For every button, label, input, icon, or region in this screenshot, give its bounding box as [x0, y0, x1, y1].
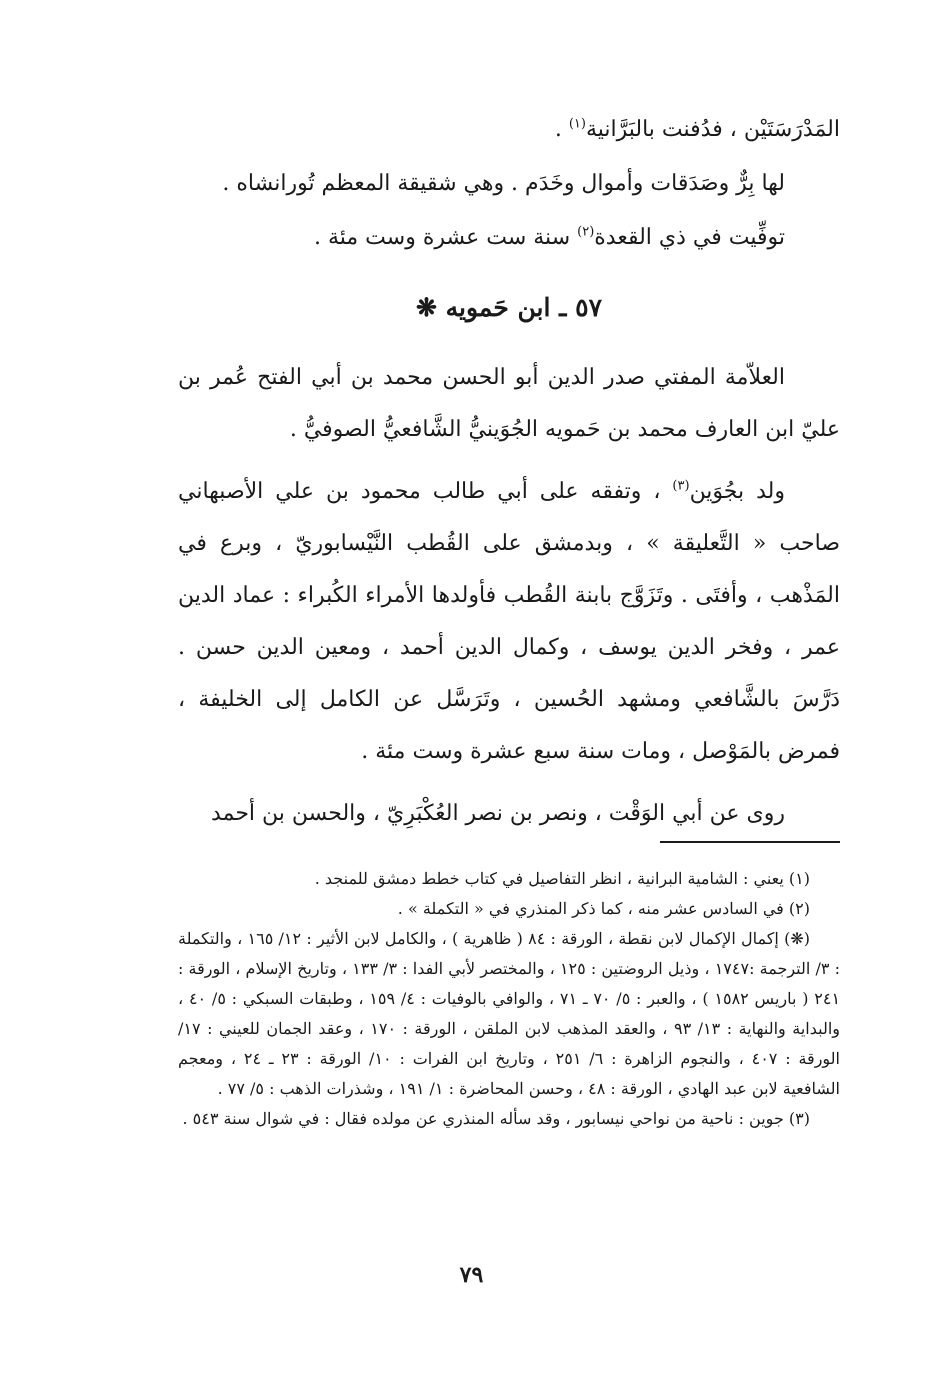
footnote-3: (٣) جوين : ناحية من نواحي نيسابور ، وقد سأله المنذري عن مولده فقال : في شوال سنة ٥٤٣ . — [182, 1109, 810, 1128]
footnote-ref-2: (٢) — [577, 224, 595, 240]
page-number: ٧٩ — [459, 1262, 484, 1288]
footnote-ref-1: (١) — [568, 116, 586, 132]
line-burial: المَدْرَسَتَيْن ، فدُفنت بالبَرَّانية$^{(١)}$ . — [554, 116, 840, 142]
line-death: توفِّيت في ذي القعدة$^{(٢)}$ سنة ست عشرة وست مئة . — [313, 224, 785, 250]
paragraph-narration: روى عن أبي الوَقْت ، ونصر بن نصر العُكْبَرِيّ ، والحسن بن أحمد — [211, 801, 785, 826]
footnote-2: (٢) في السادس عشر منه ، كما ذكر المنذري في « التكملة » . — [397, 899, 810, 918]
paragraph-lineage: العلاّمة المفتي صدر الدين أبو الحسن محمد بن أبي الفتح عُمر بن عليّ ابن العارف محمد بن حَمويه الجُوَينيُّ الشَّافعيُّ الصوفيُّ . — [178, 365, 840, 442]
footnote-separator — [660, 841, 840, 843]
line-charity: لها بِرٌّ وصَدَقات وأموال وخَدَم . وهي شقيقة المعظم تُورانشاه . — [222, 171, 785, 196]
entry-heading: ٥٧ ـ ابن حَمويه ❋ — [415, 293, 603, 322]
footnote-ref-3: (٣) — [672, 478, 690, 494]
footnote-sources: (❋) إكمال الإكمال لابن نقطة ، الورقة : ٨٤ ( ظاهرية ) ، والكامل لابن الأثير : ١٢/ ١٦٥ ، والتكملة : ٣/ الترجمة :١٧٤٧ ، وذيل الروضتين : ١٢٥ ، والمختصر لأبي الفدا : ٣/ ١٣٣ ، وتاريخ الإسلام ، الورقة : ٢٤١ ( باريس ١٥٨٢ ) ، والعبر : ٥/ ٧٠ ـ ٧١ ، والوافي بالوفيات : ٤/ ١٥٩ ، وطبقات السبكي : ٥/ ٤٠ ، والبداية والنهاية : ١٣/ ٩٣ ، والعقد المذهب لابن الملقن ، الورقة : ١٧٠ ، وعقد الجمان للعيني : ١٧/ الورقة : ٤٠٧ ، والنجوم الزاهرة : ٦/ ٢٥١ ، وتاريخ ابن الفرات : ١٠/ الورقة : ٢٣ ـ ٢٤ ، ومعجم الشافعية لابن عبد الهادي ، الورقة : ٤٨ ، وحسن المحاضرة : ١/ ١٩١ ، وشذرات الذهب : ٥/ ٧٧ . — [178, 929, 841, 1098]
opening-lines — [178, 103, 840, 265]
footnotes — [178, 864, 840, 1134]
paragraph-biography: ولد بجُوَين$^{(٣)}$ ، وتفقه على أبي طالب محمود بن علي الأصبهاني صاحب « التَّعليقة » ، وبدمشق على القُطب النَّيْسابوريّ ، وبرع في المَذْهب ، وأفتَى . وتَزَوَّج بابنة القُطب فأولدها الأمراء الكُبراء : عماد الدين عمر ، وفخر الدين يوسف ، وكمال الدين أحمد ، ومعين الدين حسن . دَرَّسَ بالشَّافعي ومشهد الحُسين ، وتَرَسَّل عن الكامل إلى الخليفة ، فمرض بالمَوْصل ، ومات سنة سبع عشرة وست مئة . — [178, 478, 840, 764]
footnote-1: (١) يعني : الشامية البرانية ، انظر التفاصيل في كتاب خطط دمشق للمنجد . — [314, 869, 810, 888]
entry-body — [178, 352, 840, 840]
